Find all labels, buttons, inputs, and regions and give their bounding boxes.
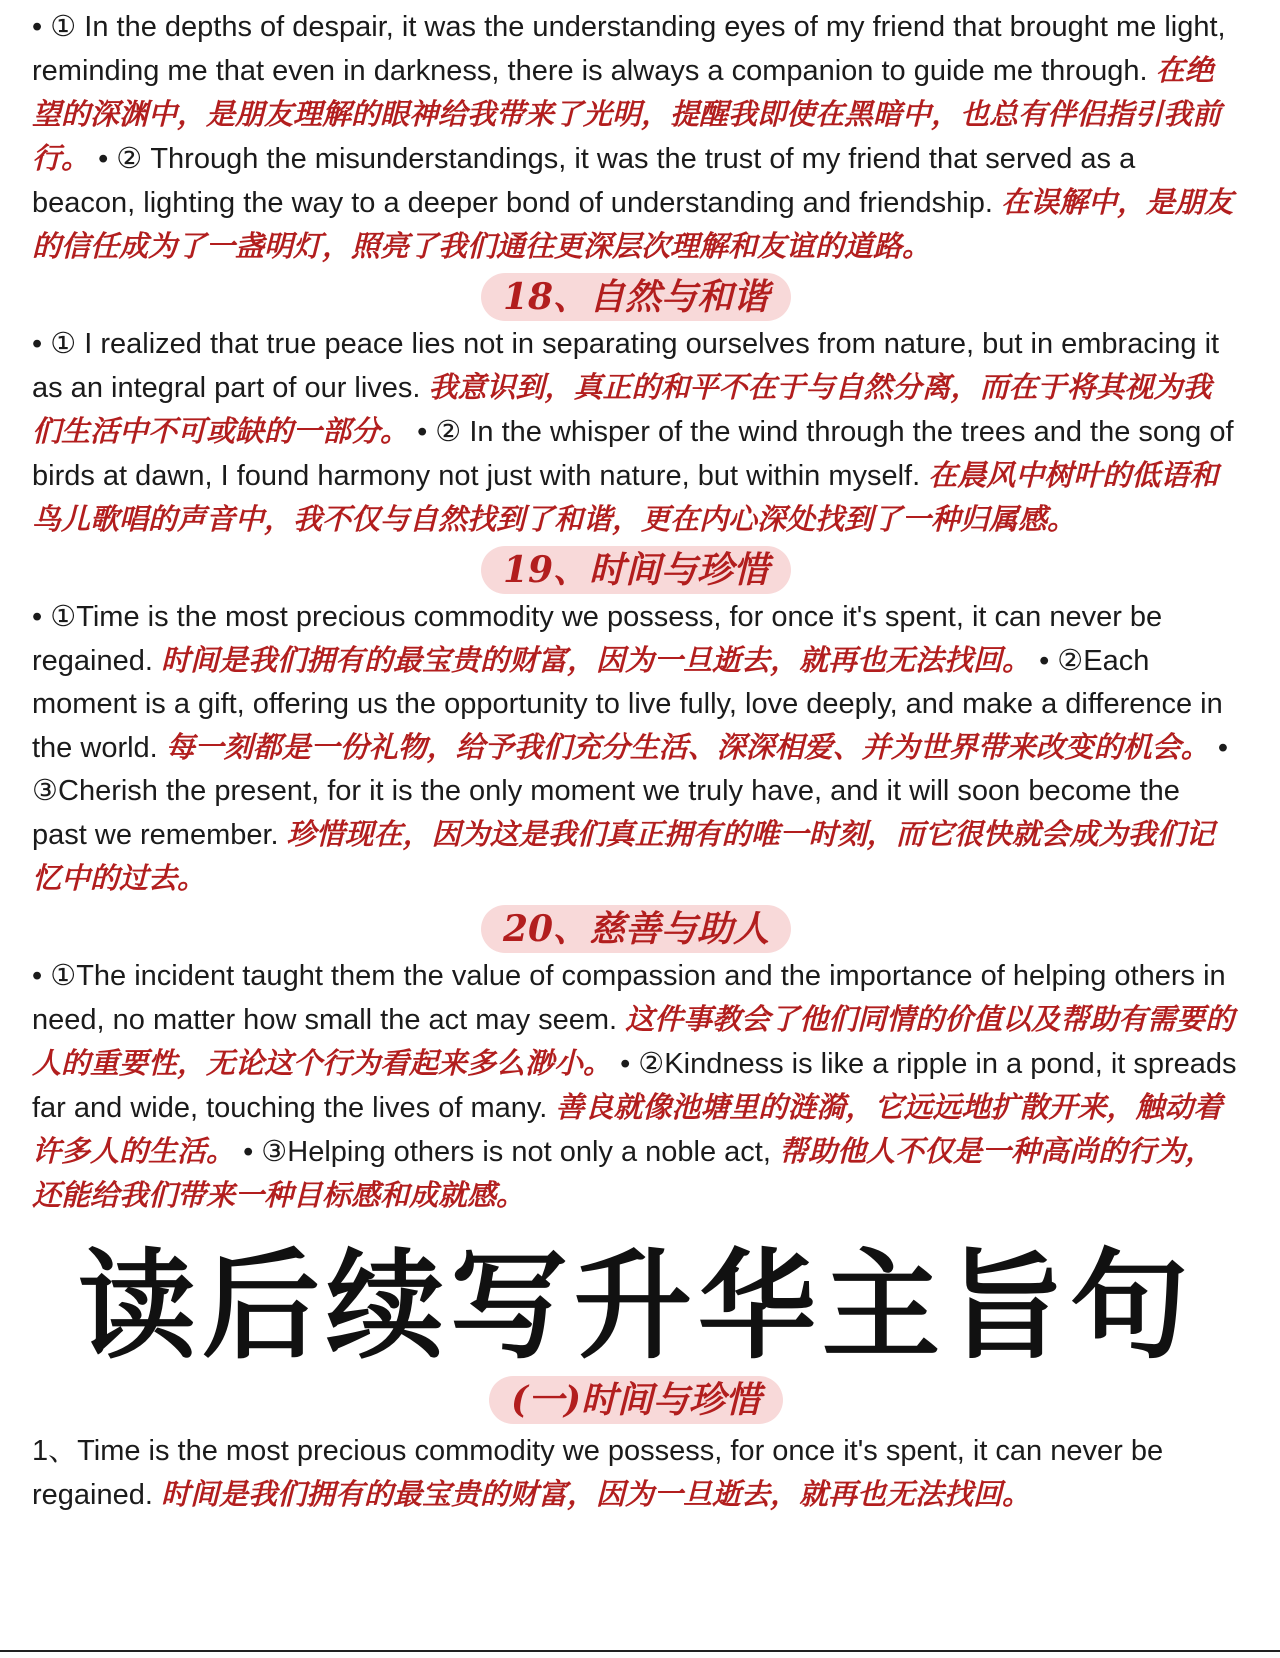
english-sentence: 1、Time is the most precious commodity we possess, for once it's spent, it can never be regained. bbox=[32, 1435, 1164, 1511]
english-sentence: • ② Through the misunderstandings, it was the trust of my friend that served as a beacon, lighting the way to a deeper bond of understanding and friendship. bbox=[32, 143, 1136, 219]
section-heading-18: 18、自然与和谐 bbox=[481, 273, 791, 321]
section-18-paragraph bbox=[32, 323, 1240, 542]
chinese-translation: 这件事教会了他们同情的价值以及帮助有需要的人的重要性，无论这个行为看起来多么渺小。 bbox=[32, 1002, 1235, 1080]
chinese-translation: 在误解中，是朋友的信任成为了一盏明灯，照亮了我们通往更深层次理解和友谊的道路。 bbox=[32, 185, 1234, 263]
chinese-translation: 每一刻都是一份礼物，给予我们充分生活、深深相爱、并为世界带来改变的机会。 bbox=[165, 730, 1210, 764]
english-sentence: • ② In the whisper of the wind through the trees and the song of birds at dawn, I found harmony not just with nature, but within myself. bbox=[32, 416, 1234, 492]
section-heading-19: 19、时间与珍惜 bbox=[481, 546, 791, 594]
chinese-translation: 时间是我们拥有的最宝贵的财富，因为一旦逝去，就再也无法找回。 bbox=[161, 643, 1032, 677]
chinese-translation: 在晨风中树叶的低语和鸟儿歌唱的声音中，我不仅与自然找到了和谐，更在内心深处找到了一种归属感。 bbox=[32, 458, 1219, 536]
english-sentence: • ②Kindness is like a ripple in a pond, it spreads far and wide, touching the lives of many. bbox=[32, 1048, 1237, 1124]
english-sentence: • ③Helping others is not only a noble act, bbox=[243, 1136, 771, 1168]
section-heading-wrap bbox=[32, 273, 1240, 321]
english-sentence: • ①The incident taught them the value of compassion and the importance of helping others in need, no matter how small the act may seem. bbox=[32, 960, 1226, 1036]
chinese-translation: 我意识到，真正的和平不在于与自然分离，而在于将其视为我们生活中不可或缺的一部分。 bbox=[32, 370, 1212, 448]
section-heading-20: 20、慈善与助人 bbox=[481, 905, 791, 953]
section-17-paragraph bbox=[32, 6, 1240, 269]
main-title: 读后续写升华主旨句 bbox=[77, 1236, 1194, 1375]
english-sentence: • ① I realized that true peace lies not in separating ourselves from nature, but in embracing it as an integral part of our lives. bbox=[32, 328, 1220, 404]
english-sentence: • ① In the depths of despair, it was the understanding eyes of my friend that brought me light, reminding me that even in darkness, there is always a companion to guide me through. bbox=[32, 11, 1226, 87]
english-sentence: • ①Time is the most precious commodity we possess, for once it's spent, it can never be regained. bbox=[32, 601, 1163, 677]
sub-heading: (一)时间与珍惜 bbox=[489, 1376, 783, 1424]
section-heading-wrap bbox=[32, 905, 1240, 953]
section-heading-wrap bbox=[32, 546, 1240, 594]
chinese-translation: 善良就像池塘里的涟漪，它远远地扩散开来，触动着许多人的生活。 bbox=[32, 1090, 1223, 1168]
chinese-translation: 在绝望的深渊中，是朋友理解的眼神给我带来了光明，提醒我即使在黑暗中，也总有伴侣指引我前行。 bbox=[32, 53, 1222, 175]
section-20-paragraph bbox=[32, 955, 1240, 1218]
english-sentence: • ②Each moment is a gift, offering us the opportunity to live fully, love deeply, and make a difference in the world. bbox=[32, 645, 1223, 764]
chinese-translation: 珍惜现在，因为这是我们真正拥有的唯一时刻，而它很快就会成为我们记忆中的过去。 bbox=[32, 817, 1215, 895]
chinese-translation: 时间是我们拥有的最宝贵的财富，因为一旦逝去，就再也无法找回。 bbox=[161, 1477, 1032, 1511]
bottom-divider bbox=[0, 1650, 1280, 1652]
chinese-translation: 帮助他人不仅是一种高尚的行为，还能给我们带来一种目标感和成就感。 bbox=[32, 1134, 1214, 1212]
section-19-paragraph bbox=[32, 596, 1240, 901]
english-sentence: • ③Cherish the present, for it is the only moment we truly have, and it will soon become the past we remember. bbox=[32, 732, 1229, 851]
sub-heading-wrap bbox=[32, 1376, 1240, 1424]
final-sentence-paragraph bbox=[32, 1430, 1240, 1517]
